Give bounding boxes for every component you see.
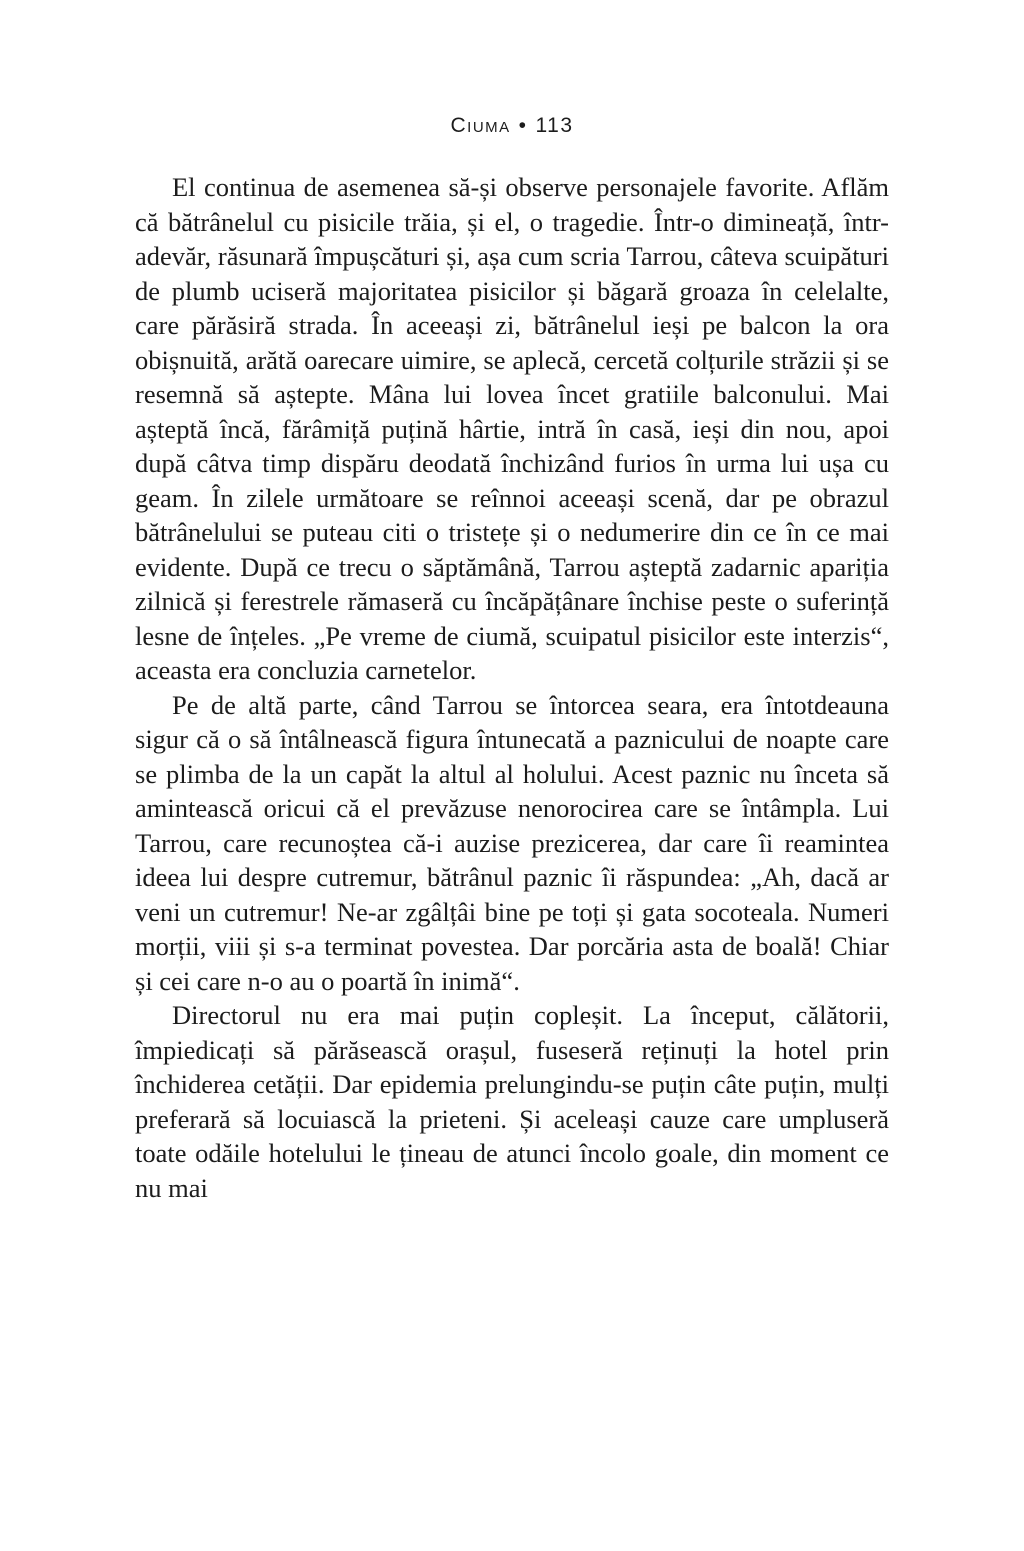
paragraph-3: Directorul nu era mai puțin copleșit. La început, călătorii, împiedicați să părăsească orașul, fuseseră reținuți la hotel prin închiderea cetății. Dar epidemia prelungindu-se puțin câte puțin, mulți preferară să locuiască la prieteni. Și aceleași cauze care umpluseră toate odăile hotelului le țineau de atunci încolo goale, din moment ce nu mai	[135, 1000, 889, 1203]
page-body	[135, 170, 889, 1205]
book-title: Ciuma	[450, 114, 511, 137]
paragraph-2: Pe de altă parte, când Tarrou se întorcea seara, era întotdeauna sigur că o să întâlnească figura întunecată a paznicului de noapte care se plimba de la un capăt la altul al holului. Acest paznic nu înceta să amintească oricui că el prevăzuse nenorocirea care se întâmpla. Lui Tarrou, care recunoștea că-i auzise prezicerea, dar care îi reamintea ideea lui despre cutremur, bătrânul paznic îi răspundea: „Ah, dacă ar veni un cutremur! Ne-ar zgâlțâi bine pe toți și gata socoteala. Numeri morții, viii și s-a terminat povestea. Dar porcăria asta de boală! Chiar și cei care n-o au o poartă în inimă“.	[135, 689, 889, 996]
header-separator: •	[518, 114, 528, 137]
paragraph-1: El continua de asemenea să-și observe personajele favorite. Aflăm că bătrânelul cu pisicile trăia, și el, o tragedie. Într-o dimineață, într-adevăr, răsunară împușcături și, așa cum scria Tarrou, câteva scuipături de plumb uciseră majoritatea pisicilor și băgară groaza în celelalte, care părăsiră strada. În aceeași zi, bătrânelul ieși pe balcon la ora obișnuită, arătă oarecare uimire, se aplecă, cercetă colțurile străzii și se resemnă să aștepte. Mâna lui lovea încet gratiile balconului. Mai așteptă încă, fărâmiță puțină hârtie, intră în casă, ieși din nou, apoi după câtva timp dispăru deodată închizând furios în urma lui ușa cu geam. În zilele următoare se reînnoi aceeași scenă, dar pe obrazul bătrânelului se puteau citi o tristețe și o nedumerire din ce în ce mai evidente. După ce trecu o săptămână, Tarrou așteptă zadarnic apariția zilnică și ferestrele rămaseră cu încăpățânare închise peste o suferință lesne de înțeles. „Pe vreme de ciumă, scuipatul pisicilor este interzis“, aceasta era concluzia carnetelor.	[135, 172, 889, 685]
running-header	[0, 112, 1024, 140]
page-number: 113	[535, 114, 574, 137]
